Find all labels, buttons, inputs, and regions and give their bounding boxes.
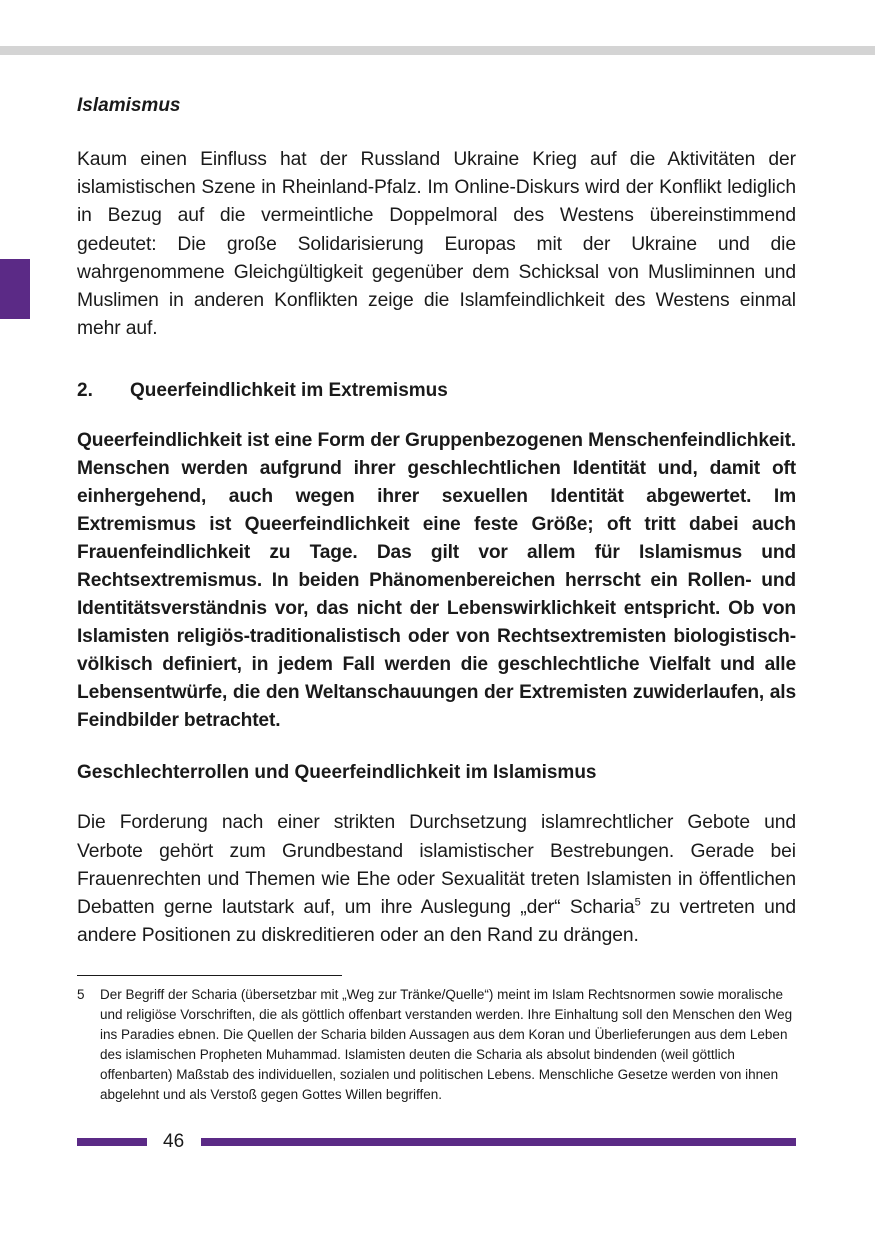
section-2-intro: Queerfeindlichkeit ist eine Form der Gruppenbezogenen Menschenfeindlichkeit. Menschen werden aufgrund ihrer geschlechtlichen Identität und, damit oft einhergehend, auch wegen ihrer sexuellen Identität abgewertet. Im Extremismus ist Queerfeindlichkeit eine feste Größe; oft tritt dabei auch Frauenfeindlichkeit zu Tage. Das gilt vor allem für Islamismus und Rechtsextremismus. In beiden Phänomenbereichen herrscht ein Rollen- und Identitätsverständnis vor, das nicht der Lebenswirklichkeit entspricht. Ob von Islamisten religiös-traditionalistisch oder von Rechtsextremisten biologistisch-völkisch definiert, in jedem Fall werden die geschlechtliche Vielfalt und alle Lebensentwürfe, die den Weltanschauungen der Extremisten zuwiderlaufen, als Feindbilder betrachtet. bbox=[77, 430, 796, 732]
geschlechterrollen-heading: Geschlechterrollen und Queerfeindlichkeit im Islamismus bbox=[77, 762, 597, 784]
footnote-divider bbox=[77, 975, 342, 976]
section-title: Queerfeindlichkeit im Extremismus bbox=[130, 380, 448, 402]
top-rule bbox=[0, 46, 875, 55]
footnote-reference[interactable]: 5 bbox=[634, 896, 641, 909]
footnote bbox=[77, 985, 796, 1105]
page-footer bbox=[77, 1130, 796, 1154]
paragraph-text-before-ref: Die Forderung nach einer strikten Durchsetzung islamrechtlicher Gebote und Verbote gehört zum Grundbestand islamistischer Bestrebungen. Gerade bei Frauenrechten und Themen wie Ehe oder Sexualität treten Islamisten in öffentlichen Debatten gerne lautstark auf, um ihre Auslegung „der“ Scharia bbox=[77, 812, 796, 919]
page-content bbox=[77, 92, 796, 950]
section-number: 2. bbox=[77, 380, 93, 402]
footnote-text: Der Begriff der Scharia (übersetzbar mit „Weg zur Tränke/Quelle“) meint im Islam Rechtsnormen sowie moralische und religiöse Vorschriften, die als göttlich offenbart verstanden werden. Ihre Einhaltung soll den Menschen den Weg ins Paradies ebnen. Die Quellen der Scharia bilden Aussagen aus dem Koran und Überlieferungen aus dem Leben des islamischen Propheten Muhammad. Islamisten deuten die Scharia als absolut bindenden (weil göttlich offenbarten) Maßstab des individuellen, sozialen und politischen Lebens. Menschliche Gesetze werden von ihnen abgelehnt und als Verstoß gegen Gottes Willen begriffen. bbox=[100, 987, 793, 1102]
page-number: 46 bbox=[163, 1131, 185, 1152]
footnote-number: 5 bbox=[77, 987, 85, 1002]
islamismus-paragraph: Kaum einen Einfluss hat der Russland Ukraine Krieg auf die Aktivitäten der islamistischen Szene in Rheinland-Pfalz. Im Online-Diskurs wird der Konflikt lediglich in Bezug auf die vermeintliche Doppelmoral des Westens übereinstimmend gedeutet: Die große Solidarisierung Europas mit der Ukraine und die wahrgenommene Gleichgültigkeit gegenüber dem Schicksal von Musliminnen und Muslimen in anderen Konflikten zeige die Islamfeindlichkeit des Westens einmal mehr auf. bbox=[77, 149, 796, 340]
footer-bar-left bbox=[77, 1138, 147, 1146]
geschlechterrollen-paragraph bbox=[77, 809, 796, 950]
chapter-marker-tab bbox=[0, 259, 30, 319]
footer-bar-right bbox=[201, 1138, 796, 1146]
paragraph-text-after-ref: zu vertreten und andere Positionen zu diskreditieren oder an den Rand zu drängen. bbox=[77, 897, 797, 947]
section-2-heading bbox=[77, 377, 796, 405]
islamismus-heading: Islamismus bbox=[77, 95, 181, 116]
